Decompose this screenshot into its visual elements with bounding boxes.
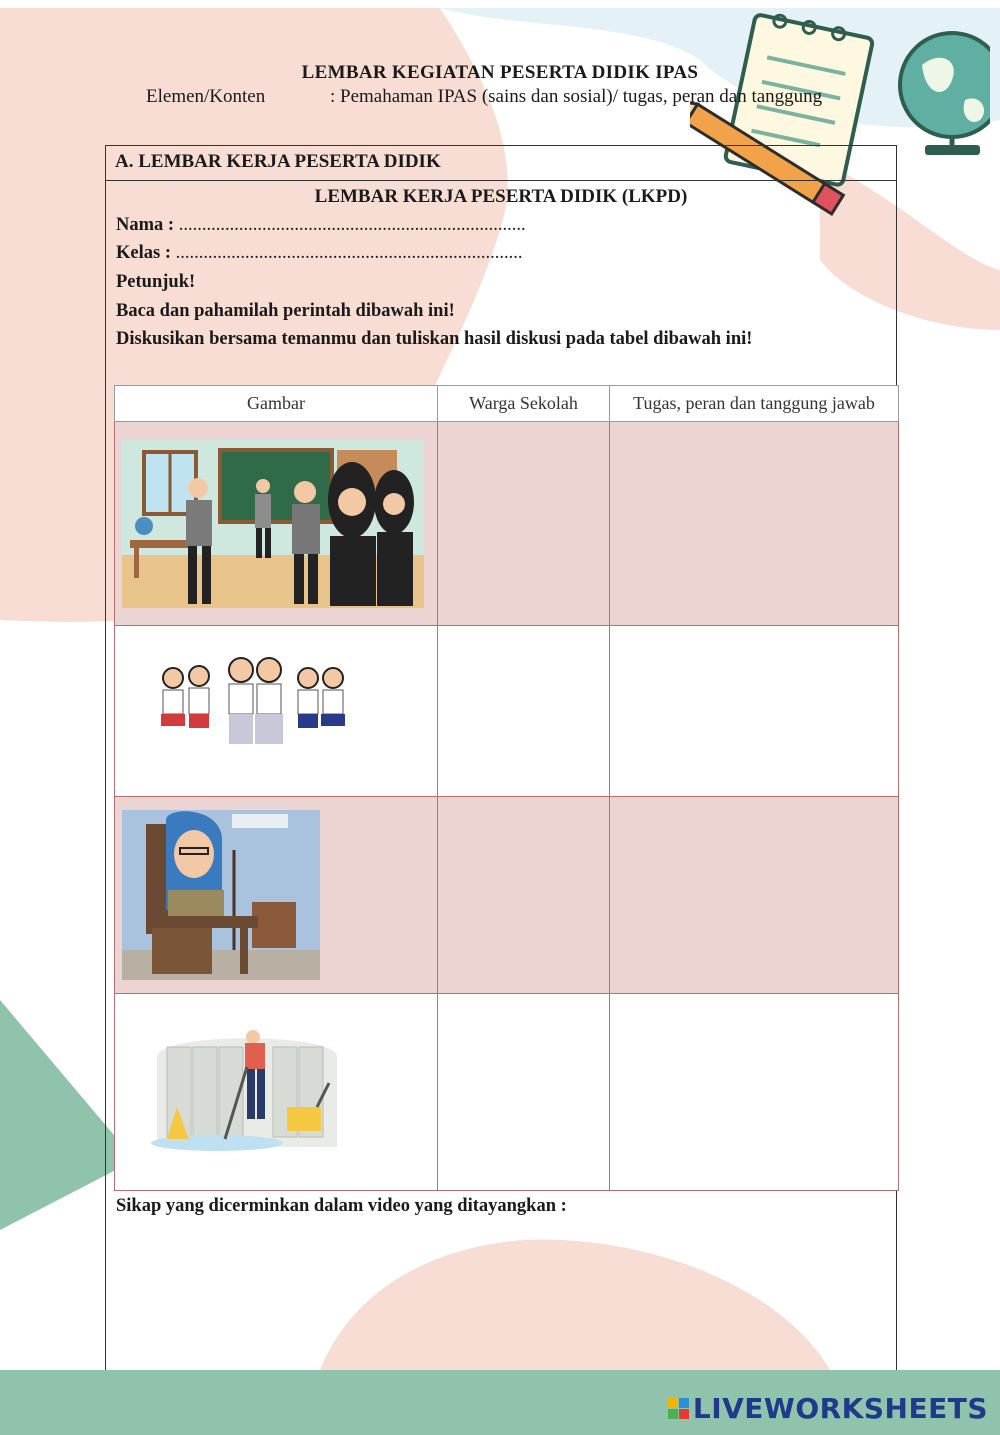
- header-warga-sekolah: Warga Sekolah: [438, 386, 610, 422]
- image-cell: [115, 626, 438, 797]
- liveworksheets-logo-icon: [668, 1398, 689, 1419]
- image-cell: [115, 797, 438, 994]
- page-title: LEMBAR KEGIATAN PESERTA DIDIK IPAS: [301, 62, 699, 83]
- kelas-label: Kelas :: [116, 243, 176, 263]
- section-heading: A. LEMBAR KERJA PESERTA DIDIK: [105, 145, 897, 181]
- table-row: [115, 797, 899, 994]
- lkpd-subheading: LEMBAR KERJA PESERTA DIDIK (LKPD): [314, 186, 688, 207]
- elemen-label: Elemen/Konten: [146, 86, 266, 107]
- students-group-illustration: [155, 656, 365, 766]
- image-cell: [115, 994, 438, 1191]
- elemen-value: : Pemahaman IPAS (sains dan sosial)/ tugas, peran dan tanggung: [330, 86, 823, 107]
- tugas-input[interactable]: [610, 626, 899, 797]
- table-row: [115, 422, 899, 626]
- liveworksheets-brand[interactable]: [668, 1392, 988, 1425]
- tugas-input[interactable]: [610, 422, 899, 626]
- warga-sekolah-input[interactable]: [438, 422, 610, 626]
- kelas-field[interactable]: ...........................................................................: [175, 243, 523, 263]
- table-header-row: [115, 386, 899, 422]
- nama-field[interactable]: ...........................................................................: [178, 215, 526, 235]
- sikap-prompt: Sikap yang dicerminkan dalam video yang ditayangkan :: [116, 1196, 567, 1216]
- table-row: [115, 626, 899, 797]
- instruction-1: Baca dan pahamilah perintah dibawah ini!: [116, 301, 455, 321]
- principal-at-desk-illustration: [122, 810, 320, 980]
- header-tugas: Tugas, peran dan tanggung jawab: [610, 386, 899, 422]
- header-gambar: Gambar: [115, 386, 438, 422]
- answer-table: [114, 385, 899, 1191]
- warga-sekolah-input[interactable]: [438, 994, 610, 1191]
- petunjuk-label: Petunjuk!: [116, 272, 196, 292]
- warga-sekolah-input[interactable]: [438, 797, 610, 994]
- kelas-row[interactable]: [116, 243, 522, 264]
- tugas-input[interactable]: [610, 797, 899, 994]
- table-row: [115, 994, 899, 1191]
- warga-sekolah-input[interactable]: [438, 626, 610, 797]
- nama-label: Nama :: [116, 215, 179, 235]
- tugas-input[interactable]: [610, 994, 899, 1191]
- janitor-mopping-illustration: [147, 1027, 347, 1157]
- nama-row[interactable]: [116, 215, 526, 236]
- brand-name: LIVEWORKSHEETS: [692, 1392, 988, 1425]
- instruction-2: Diskusikan bersama temanmu dan tuliskan hasil diskusi pada tabel dibawah ini!: [116, 329, 753, 349]
- image-cell: [115, 422, 438, 626]
- teachers-in-classroom-illustration: [122, 440, 424, 608]
